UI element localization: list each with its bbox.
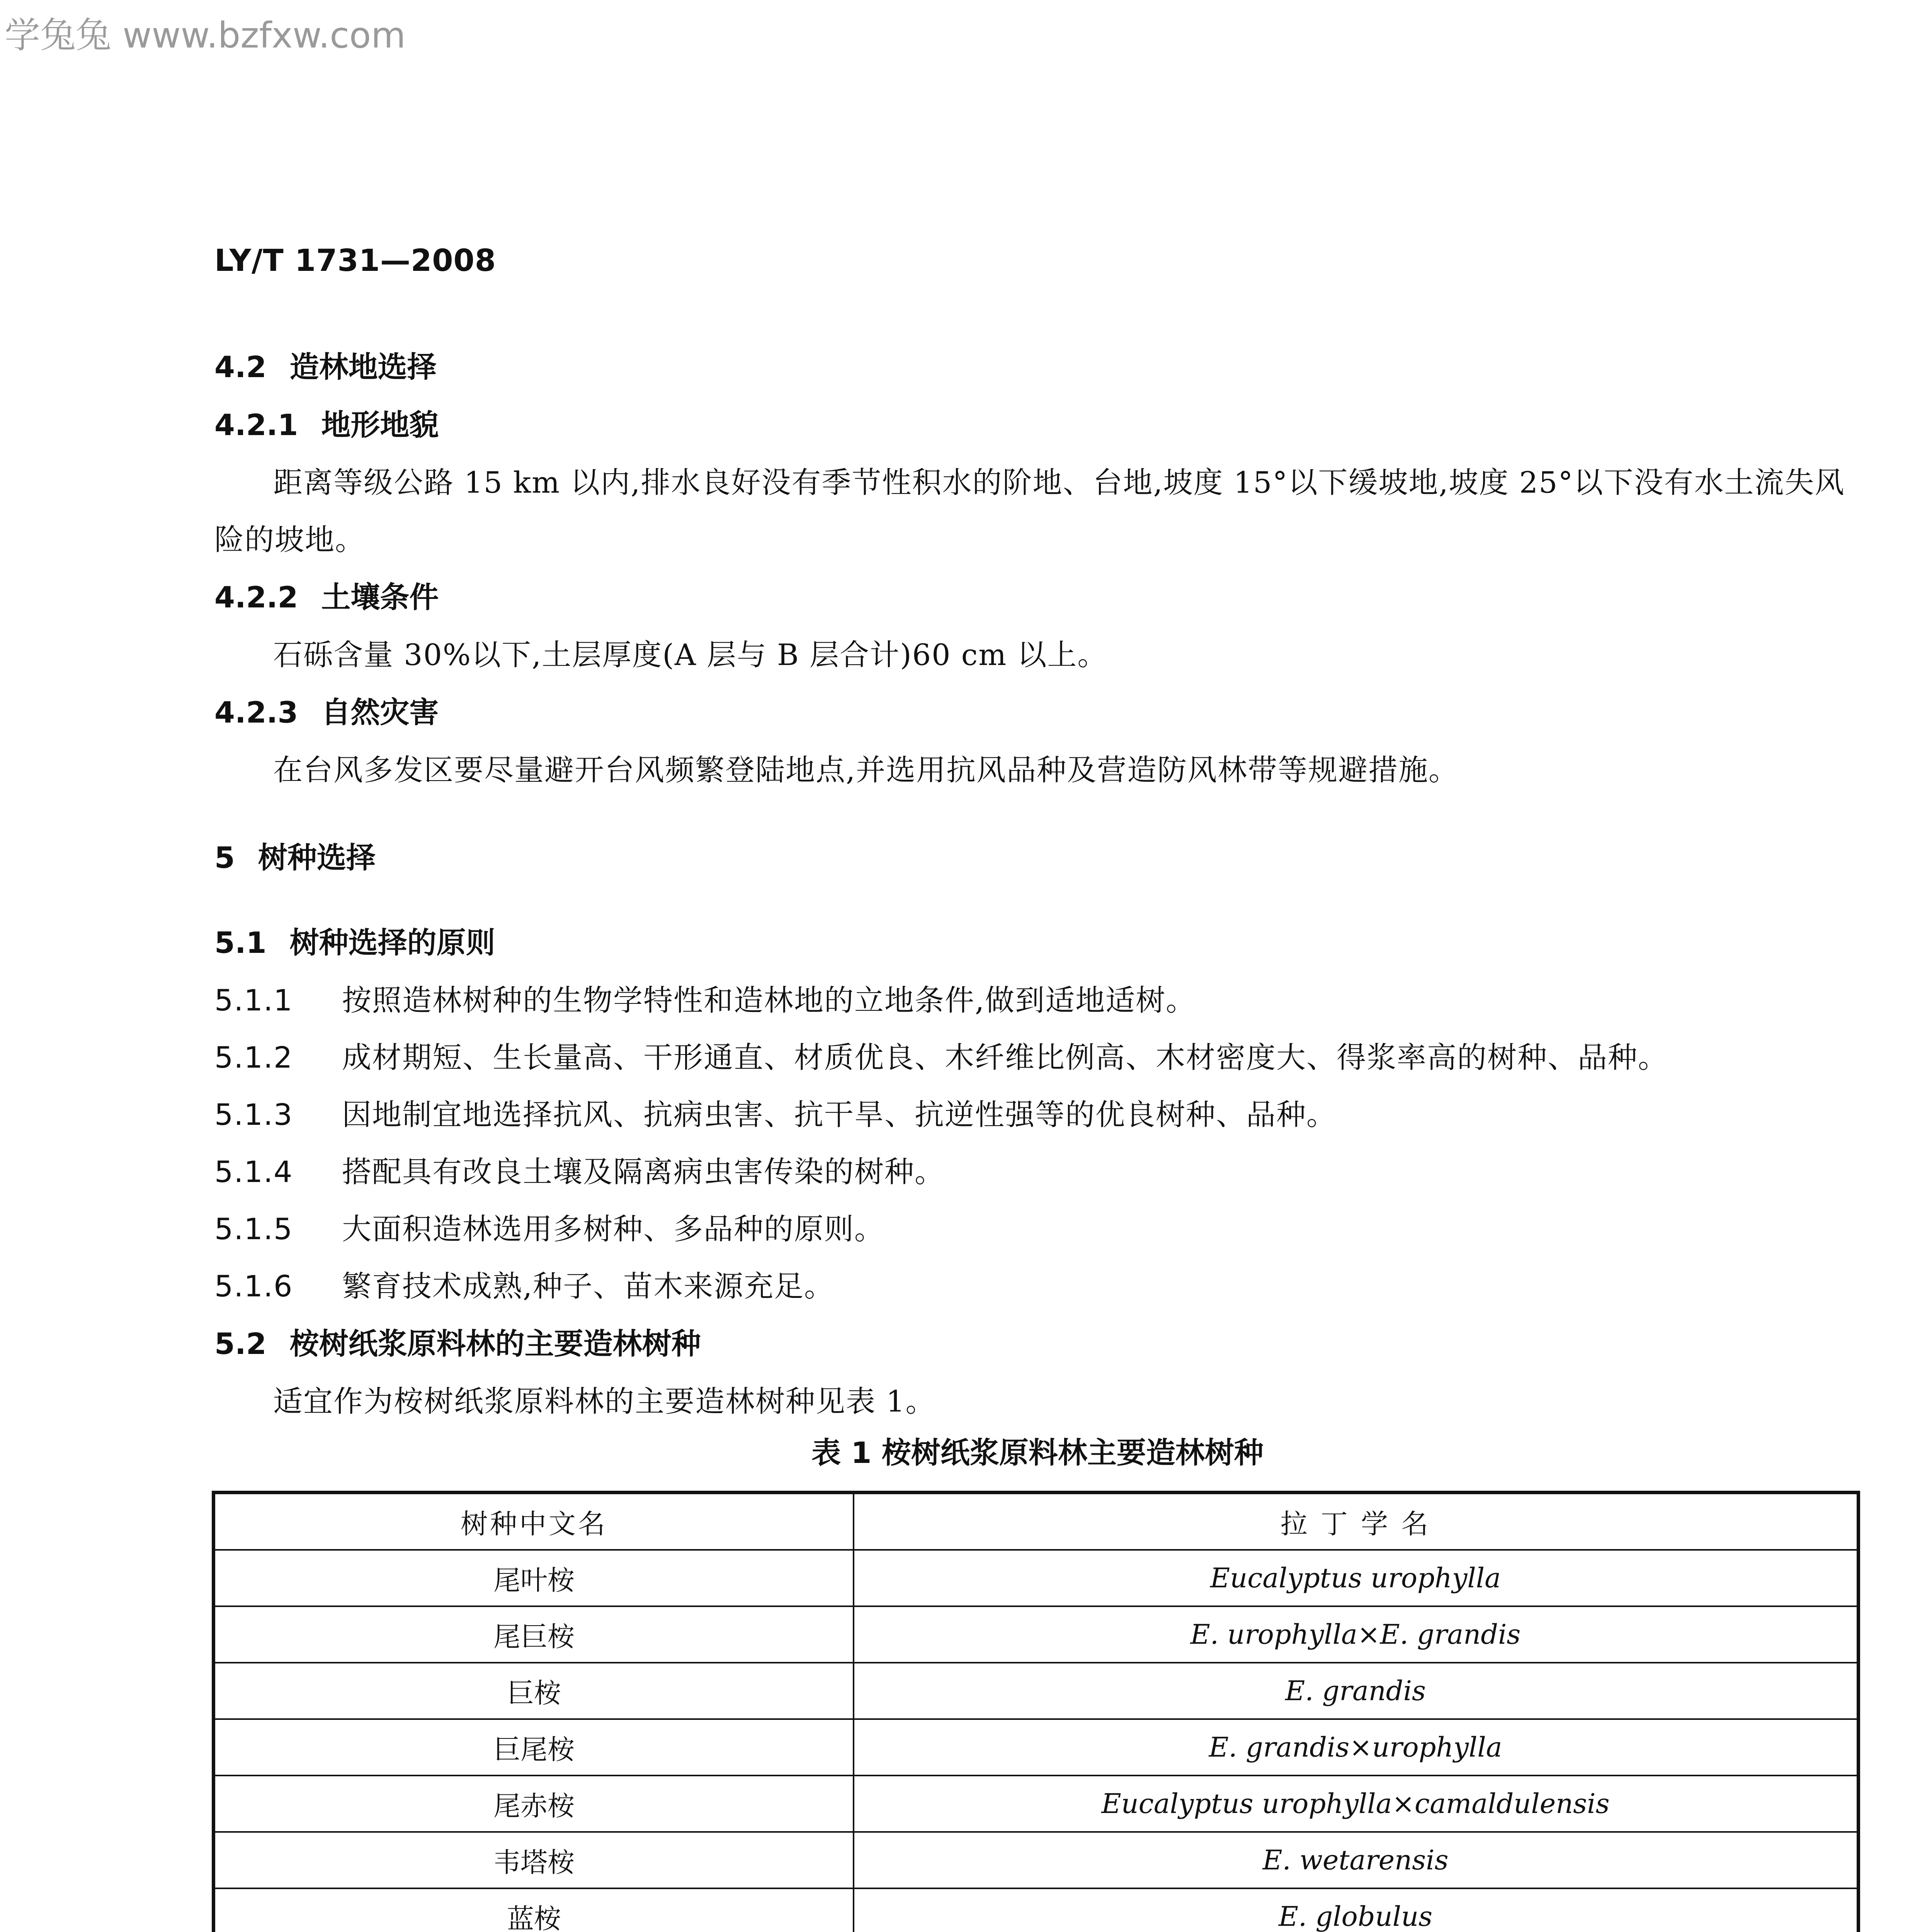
cell-latin-name: Eucalyptus urophylla×camaldulensis [854,1776,1859,1832]
table-row [214,1776,1859,1832]
watermark: 学兔兔 www.bzfxw.com [5,15,406,56]
paragraph-4-2-2: 石砾含量 30%以下,土层厚度(A 层与 B 层合计)60 cm 以上。 [273,638,1108,672]
header-chinese-name: 树种中文名 [214,1493,854,1550]
table-title: 表 1 桉树纸浆原料林主要造林树种 [811,1435,1264,1470]
heading-title: 桉树纸浆原料林的主要造林树种 [289,1327,701,1361]
heading-5 [214,829,1861,887]
cell-latin-name: Eucalyptus urophylla [854,1550,1859,1606]
heading-number: 4.2.2 [214,580,298,614]
cell-chinese-name: 巨尾桉 [214,1719,854,1776]
item-text: 成材期短、生长量高、干形通直、材质优良、木纤维比例高、木材密度大、得浆率高的树种、品种。 [342,1040,1668,1075]
item-number: 5.1.5 [214,1212,293,1246]
heading-number: 5.2 [214,1327,267,1361]
cell-chinese-name: 尾叶桉 [214,1550,854,1606]
heading-number: 4.2 [214,350,267,384]
cell-latin-name: E. grandis×urophylla [854,1719,1859,1776]
cell-chinese-name: 韦塔桉 [214,1832,854,1888]
cell-chinese-name: 尾巨桉 [214,1606,854,1663]
heading-title: 树种选择的原则 [289,925,495,960]
heading-4-2-3 [214,684,1861,742]
list-item [214,1201,1861,1258]
table-row [214,1606,1859,1663]
heading-number: 5 [214,840,235,875]
heading-5-2 [214,1315,1861,1373]
item-number: 5.1.3 [214,1097,293,1132]
list-item [214,1086,1861,1143]
item-number: 5.1.1 [214,983,293,1017]
heading-4-2-1 [214,396,1861,454]
heading-4-2-2 [214,568,1861,626]
item-text: 按照造林树种的生物学特性和造林地的立地条件,做到适地适树。 [342,983,1196,1017]
table-header-row [214,1493,1859,1550]
section-4-2 [214,338,1861,799]
species-table [212,1491,1860,1932]
item-text: 因地制宜地选择抗风、抗病虫害、抗干旱、抗逆性强等的优良树种、品种。 [342,1097,1337,1132]
list-item [214,1258,1861,1315]
header-latin-name: 拉 丁 学 名 [854,1493,1859,1550]
table-row [214,1719,1859,1776]
heading-title: 土壤条件 [321,580,439,614]
item-text: 搭配具有改良土壤及隔离病虫害传染的树种。 [342,1155,945,1189]
section-5 [214,829,1861,1430]
item-number: 5.1.2 [214,1040,293,1075]
heading-title: 树种选择 [258,840,376,875]
heading-title: 地形地貌 [321,408,439,442]
heading-title: 自然灾害 [321,695,439,730]
table-row [214,1888,1859,1932]
table-row [214,1663,1859,1719]
list-item [214,972,1861,1029]
heading-number: 5.1 [214,925,267,960]
document-code: LY/T 1731—2008 [214,243,497,278]
paragraph-4-2-1: 距离等级公路 15 km 以内,排水良好没有季节性积水的阶地、台地,坡度 15°以下缓坡地,坡度 25°以下没有水土流失风险的坡地。 [214,465,1845,557]
list-item [214,1143,1861,1201]
heading-number: 4.2.1 [214,408,298,442]
cell-latin-name: E. grandis [854,1663,1859,1719]
cell-latin-name: E. urophylla×E. grandis [854,1606,1859,1663]
heading-title: 造林地选择 [289,350,437,384]
cell-chinese-name: 巨桉 [214,1663,854,1719]
item-number: 5.1.6 [214,1269,293,1303]
heading-number: 4.2.3 [214,695,298,730]
item-text: 大面积造林选用多树种、多品种的原则。 [342,1212,884,1246]
list-item [214,1029,1861,1086]
heading-4-2 [214,338,1861,396]
item-text: 繁育技术成熟,种子、苗木来源充足。 [342,1269,835,1303]
paragraph-4-2-3: 在台风多发区要尽量避开台风频繁登陆地点,并选用抗风品种及营造防风林带等规避措施。 [273,753,1459,787]
table-row [214,1550,1859,1606]
heading-5-1 [214,914,1861,972]
cell-latin-name: E. globulus [854,1888,1859,1932]
cell-chinese-name: 尾赤桉 [214,1776,854,1832]
cell-chinese-name: 蓝桉 [214,1888,854,1932]
item-number: 5.1.4 [214,1155,293,1189]
cell-latin-name: E. wetarensis [854,1832,1859,1888]
table-row [214,1832,1859,1888]
paragraph-5-2: 适宜作为桉树纸浆原料林的主要造林树种见表 1。 [273,1384,936,1418]
